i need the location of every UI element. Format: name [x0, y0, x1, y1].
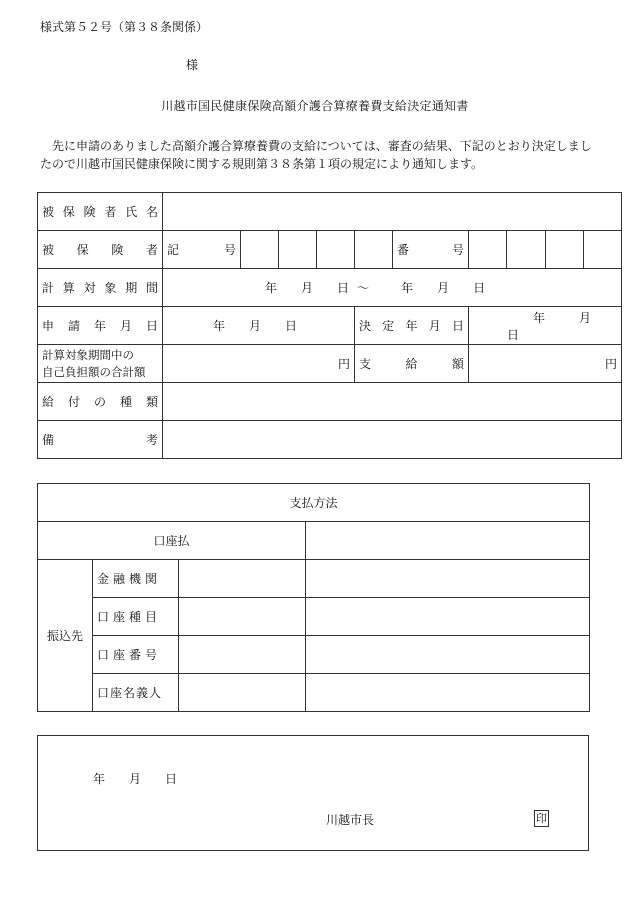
kigo-box-3[interactable] [317, 231, 355, 269]
notice-paragraph: 先に申請のありました高額介護合算療養費の支給については、審査の結果、下記のとおり決定しましたので川越市国民健康保険に関する規則第３８条第１項の規定により通知します。 [40, 139, 592, 171]
document-title: 川越市国民健康保険高額介護合算療養費支給決定通知書 [161, 99, 469, 113]
row-insured-name [38, 193, 622, 231]
bank-field[interactable] [179, 560, 306, 598]
payment-amount-label: 支 給 額 [355, 345, 469, 383]
kigo-box-1[interactable] [241, 231, 279, 269]
account-number-field[interactable] [179, 636, 306, 674]
account-holder-label: 口座名義人 [93, 674, 179, 712]
issue-date[interactable]: 年 月 日 [93, 772, 178, 786]
payment-method-table [37, 483, 590, 712]
account-number-field-2[interactable] [306, 636, 590, 674]
main-info-table [37, 192, 622, 459]
bango-box-3[interactable] [546, 231, 584, 269]
transfer-destination-label: 振込先 [38, 560, 93, 712]
addressee-suffix: 様 [186, 58, 199, 72]
row-application-date [38, 307, 622, 345]
bango-box-4[interactable] [584, 231, 622, 269]
bank-field-2[interactable] [306, 560, 590, 598]
account-payment-label: 口座払 [38, 522, 306, 560]
row-benefit-type [38, 383, 622, 421]
account-type-label: 口座種目 [93, 598, 179, 636]
insured-label: 被 保 険 者 [38, 231, 163, 269]
seal-mark: 印 [536, 812, 547, 825]
benefit-type-label: 給 付 の 種 類 [38, 383, 163, 421]
form-number: 様式第５２号（第３８条関係） [40, 20, 209, 34]
account-holder-field-2[interactable] [306, 674, 590, 712]
row-insured [38, 231, 622, 269]
self-burden-label: 計算対象期間中の 自己負担額の合計額 [38, 345, 163, 383]
payment-amount-field[interactable]: 円 [469, 345, 622, 383]
account-type-field[interactable] [179, 598, 306, 636]
issue-date-box [37, 735, 589, 851]
decision-date-field[interactable]: 年 月日 [469, 307, 622, 345]
bango-box-2[interactable] [507, 231, 546, 269]
remarks-label: 備 考 [38, 421, 163, 459]
app-date-field[interactable]: 年 月 日 [163, 307, 355, 345]
self-burden-field[interactable]: 円 [163, 345, 355, 383]
account-number-label: 口座番号 [93, 636, 179, 674]
row-period [38, 269, 622, 307]
remarks-field[interactable] [163, 421, 622, 459]
decision-date-label: 決 定 年 月 日 [355, 307, 469, 345]
bank-label: 金融機関 [93, 560, 179, 598]
insured-name-field[interactable] [163, 193, 622, 231]
account-payment-field[interactable] [306, 522, 590, 560]
benefit-type-field[interactable] [163, 383, 622, 421]
app-date-label: 申 請 年 月 日 [38, 307, 163, 345]
account-type-field-2[interactable] [306, 598, 590, 636]
kigo-box-2[interactable] [279, 231, 317, 269]
account-holder-field[interactable] [179, 674, 306, 712]
bango-label: 番 号 [393, 231, 469, 269]
payment-method-header: 支払方法 [38, 484, 590, 522]
issuer-name: 川越市長 [326, 813, 375, 827]
bango-box-1[interactable] [469, 231, 507, 269]
kigo-label: 記 号 [163, 231, 241, 269]
kigo-box-4[interactable] [355, 231, 393, 269]
row-remarks [38, 421, 622, 459]
period-label: 計 算 対 象 期 間 [38, 269, 163, 307]
insured-name-label: 被 保 険 者 氏 名 [38, 193, 163, 231]
period-field[interactable]: 年 月 日 ～ 年 月 日 [163, 269, 622, 307]
row-self-burden [38, 345, 622, 383]
